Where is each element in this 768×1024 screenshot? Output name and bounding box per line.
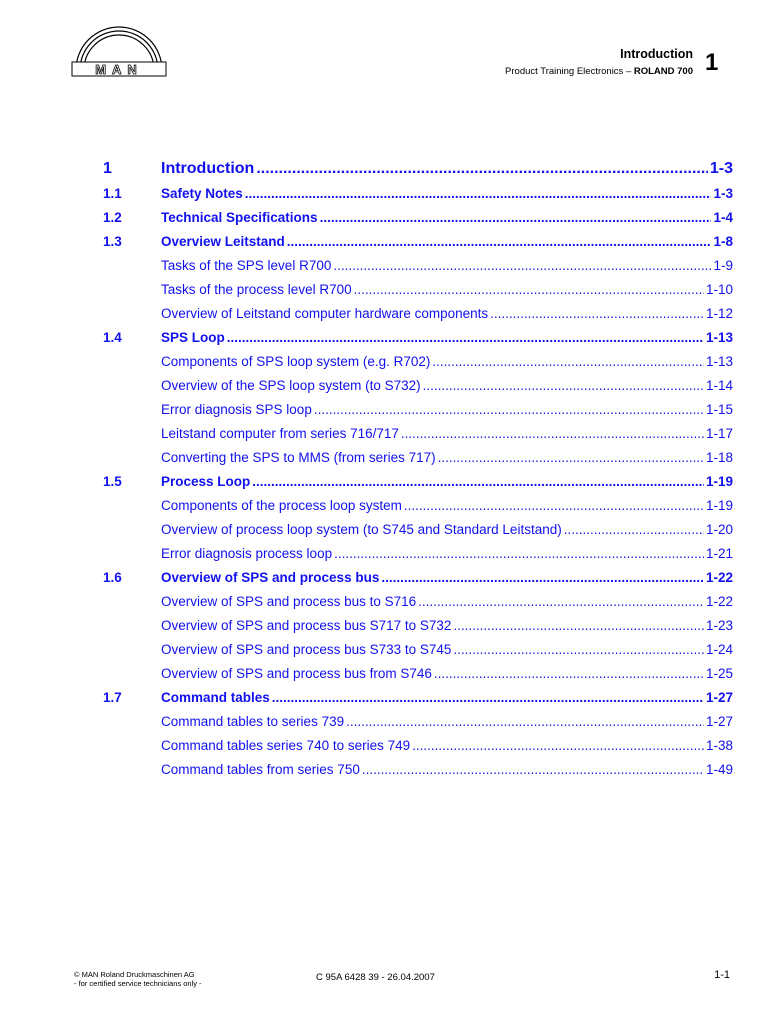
toc-entry-page: 1-4 [713,210,733,225]
toc-dot-leader [453,638,704,662]
toc-entry[interactable] [103,374,733,398]
toc-entry-title: Overview of SPS and process bus [161,570,380,585]
toc-entry-page: 1-19 [705,474,733,489]
footer-copyright-line1: © MAN Roland Druckmaschinen AG [74,970,195,979]
toc-dot-leader [564,518,704,542]
toc-entry[interactable] [103,518,733,542]
toc-dot-leader [418,590,704,614]
toc-entry-page: 1-23 [705,618,733,633]
toc-entry-number: 1.1 [103,186,122,201]
toc-entry-title: Error diagnosis SPS loop [161,402,312,417]
toc-entry-number: 1.5 [103,474,122,489]
toc-entry-number: 1.7 [103,690,122,705]
toc-dot-leader [434,662,704,686]
toc-entry-page: 1-17 [705,426,733,441]
toc-entry[interactable] [103,638,733,662]
toc-dot-leader [401,422,704,446]
toc-entry[interactable] [103,350,733,374]
toc-entry[interactable] [103,470,733,494]
toc-entry[interactable] [103,302,733,326]
toc-entry-page: 1-13 [705,354,733,369]
toc-entry-page: 1-15 [705,402,733,417]
footer-copyright [74,970,202,988]
toc-entry-page: 1-38 [705,738,733,753]
toc-entry-title: Tasks of the SPS level R700 [161,258,332,273]
toc-dot-leader [404,494,704,518]
toc-entry-page: 1-27 [705,714,733,729]
toc-dot-leader [354,278,704,302]
toc-entry[interactable] [103,422,733,446]
toc-entry-title: Error diagnosis process loop [161,546,333,561]
toc-dot-leader [252,470,704,494]
toc-dot-leader [256,156,708,182]
table-of-contents [103,156,733,782]
toc-entry-page: 1-3 [709,160,733,177]
toc-entry[interactable] [103,734,733,758]
toc-entry-title: Overview of SPS and process bus from S746 [161,666,432,681]
toc-entry[interactable] [103,326,733,350]
toc-entry-title: Leitstand computer from series 716/717 [161,426,399,441]
toc-entry[interactable] [103,494,733,518]
toc-entry-page: 1-27 [705,690,733,705]
toc-entry-title: Command tables series 740 to series 749 [161,738,411,753]
toc-dot-leader [227,326,704,350]
toc-entry[interactable] [103,542,733,566]
toc-entry-title: Overview of SPS and process bus S717 to S732 [161,618,452,633]
header-subtitle-prefix: Product Training Electronics – [505,66,634,77]
toc-entry[interactable] [103,156,733,182]
toc-entry-page: 1-24 [705,642,733,657]
toc-entry-title: Process Loop [161,474,251,489]
toc-entry-page: 1-13 [705,330,733,345]
header-model: ROLAND 700 [633,66,693,77]
toc-entry[interactable] [103,566,733,590]
toc-entry-page: 1-21 [705,546,733,561]
toc-entry[interactable] [103,614,733,638]
toc-entry-title: Overview of the SPS loop system (to S732) [161,378,421,393]
toc-entry-number: 1 [103,160,112,177]
toc-entry-title: Command tables from series 750 [161,762,360,777]
toc-dot-leader [320,206,712,230]
toc-dot-leader [287,230,712,254]
footer-copyright-line2: - for certified service technicians only - [74,979,202,988]
toc-entry-page: 1-10 [705,282,733,297]
toc-entry-page: 1-9 [713,258,733,273]
toc-dot-leader [490,302,704,326]
toc-entry-title: Introduction [161,160,255,177]
logo-text: MAN [95,62,143,77]
toc-dot-leader [272,686,704,710]
toc-entry-page: 1-22 [705,570,733,585]
chapter-number: 1 [705,49,719,76]
toc-dot-leader [412,734,704,758]
toc-entry[interactable] [103,230,733,254]
toc-entry-title: Overview Leitstand [161,234,285,249]
toc-dot-leader [245,182,712,206]
man-logo [70,26,168,78]
toc-entry[interactable] [103,182,733,206]
toc-entry-number: 1.4 [103,330,122,345]
toc-entry-page: 1-14 [705,378,733,393]
toc-entry-title: Components of the process loop system [161,498,402,513]
toc-dot-leader [333,254,711,278]
header-section-title: Introduction [620,47,693,61]
toc-entry-title: Command tables to series 739 [161,714,345,729]
toc-entry[interactable] [103,590,733,614]
toc-entry-title: Components of SPS loop system (e.g. R702) [161,354,431,369]
toc-dot-leader [423,374,704,398]
toc-entry[interactable] [103,206,733,230]
toc-entry-number: 1.6 [103,570,122,585]
toc-entry[interactable] [103,278,733,302]
toc-entry-page: 1-22 [705,594,733,609]
toc-entry-title: Command tables [161,690,270,705]
toc-entry-page: 1-20 [705,522,733,537]
toc-dot-leader [381,566,704,590]
toc-entry-page: 1-3 [713,186,733,201]
toc-entry[interactable] [103,398,733,422]
toc-entry[interactable] [103,710,733,734]
footer-page-number: 1-1 [714,969,730,981]
toc-entry-number: 1.2 [103,210,122,225]
toc-entry[interactable] [103,758,733,782]
toc-entry-page: 1-18 [705,450,733,465]
toc-dot-leader [438,446,704,470]
toc-entry-page: 1-25 [705,666,733,681]
toc-entry[interactable] [103,446,733,470]
toc-entry-title: Technical Specifications [161,210,318,225]
toc-dot-leader [453,614,704,638]
toc-entry-page: 1-8 [713,234,733,249]
toc-entry-title: Overview of process loop system (to S745 and Standard Leitstand) [161,522,562,537]
toc-entry[interactable] [103,254,733,278]
toc-dot-leader [362,758,704,782]
toc-dot-leader [334,542,704,566]
toc-entry-title: Tasks of the process level R700 [161,282,352,297]
toc-entry-number: 1.3 [103,234,122,249]
toc-entry-title: Overview of SPS and process bus to S716 [161,594,417,609]
toc-entry[interactable] [103,662,733,686]
toc-entry-page: 1-12 [705,306,733,321]
toc-dot-leader [346,710,704,734]
toc-entry-title: Overview of Leitstand computer hardware components [161,306,489,321]
toc-entry-page: 1-49 [705,762,733,777]
toc-entry-page: 1-19 [705,498,733,513]
footer-document-id: C 95A 6428 39 - 26.04.2007 [316,972,435,983]
toc-dot-leader [314,398,704,422]
toc-entry-title: Overview of SPS and process bus S733 to S745 [161,642,452,657]
toc-dot-leader [432,350,704,374]
toc-entry-title: Converting the SPS to MMS (from series 717) [161,450,436,465]
toc-entry[interactable] [103,686,733,710]
toc-entry-title: Safety Notes [161,186,243,201]
header-subtitle [505,66,693,77]
toc-entry-title: SPS Loop [161,330,225,345]
